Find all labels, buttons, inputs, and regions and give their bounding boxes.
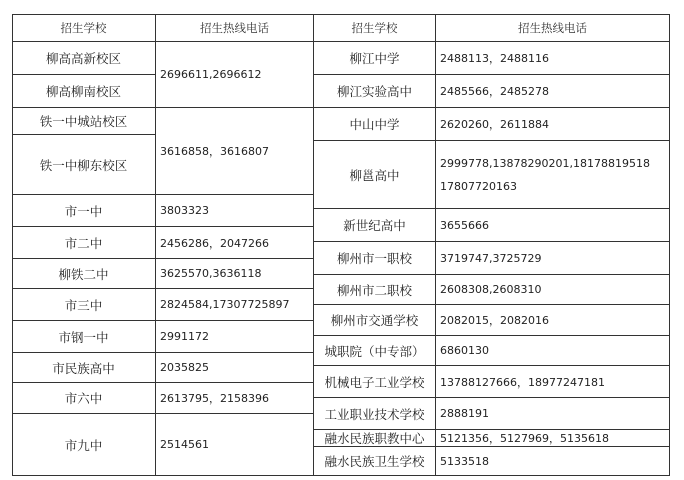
school-cell: 柳州市二职校 [314, 275, 436, 305]
phone-cell: 3625570,3636118 [156, 259, 314, 289]
school-cell: 中山中学 [314, 108, 436, 141]
school-cell: 柳州市交通学校 [314, 305, 436, 336]
school-cell: 城职院（中专部） [314, 336, 436, 366]
school-cell: 市三中 [12, 289, 156, 321]
phone-cell: 2991172 [156, 321, 314, 353]
phone-cell: 2620260，2611884 [436, 108, 670, 141]
phone-cell-multiline [436, 141, 670, 209]
phone-cell: 2488113，2488116 [436, 42, 670, 75]
phone-cell: 6860130 [436, 336, 670, 366]
phone-cell: 5133518 [436, 447, 670, 476]
school-cell: 柳江实验高中 [314, 75, 436, 108]
phone-cell: 2613795，2158396 [156, 383, 314, 414]
school-cell: 融水民族卫生学校 [314, 447, 436, 476]
phone-cell: 2514561 [156, 414, 314, 476]
phone-cell: 2608308,2608310 [436, 275, 670, 305]
phone-cell: 2696611,2696612 [156, 42, 314, 108]
school-cell: 市二中 [12, 227, 156, 259]
admissions-table [12, 14, 670, 476]
phone-cell: 5121356，5127969，5135618 [436, 430, 670, 447]
school-cell: 市民族高中 [12, 353, 156, 383]
school-cell: 柳江中学 [314, 42, 436, 75]
school-cell: 融水民族职教中心 [314, 430, 436, 447]
phone-cell: 3655666 [436, 209, 670, 242]
school-cell: 市钢一中 [12, 321, 156, 353]
header-phone-left: 招生热线电话 [156, 14, 314, 42]
school-cell: 柳高高新校区 [12, 42, 156, 75]
phone-cell: 3616858，3616807 [156, 108, 314, 195]
school-cell: 柳邕高中 [314, 141, 436, 209]
phone-cell: 2485566，2485278 [436, 75, 670, 108]
phone-cell: 3719747,3725729 [436, 242, 670, 275]
header-school-left: 招生学校 [12, 14, 156, 42]
school-cell: 柳州市一职校 [314, 242, 436, 275]
school-cell: 机械电子工业学校 [314, 366, 436, 398]
school-cell: 市九中 [12, 414, 156, 476]
phone-line: 17807720163 [440, 179, 517, 193]
phone-line: 2999778,13878290201,18178819518 [440, 156, 650, 170]
phone-cell: 2082015，2082016 [436, 305, 670, 336]
school-cell: 铁一中城站校区 [12, 108, 156, 135]
phone-cell: 2456286，2047266 [156, 227, 314, 259]
school-cell: 柳高柳南校区 [12, 75, 156, 108]
phone-cell: 2035825 [156, 353, 314, 383]
school-cell: 市六中 [12, 383, 156, 414]
phone-cell: 2888191 [436, 398, 670, 430]
phone-cell: 2824584,17307725897 [156, 289, 314, 321]
school-cell: 工业职业技术学校 [314, 398, 436, 430]
phone-cell: 13788127666，18977247181 [436, 366, 670, 398]
school-cell: 新世纪高中 [314, 209, 436, 242]
school-cell: 市一中 [12, 195, 156, 227]
phone-cell: 3803323 [156, 195, 314, 227]
header-phone-right: 招生热线电话 [436, 14, 670, 42]
header-school-right: 招生学校 [314, 14, 436, 42]
school-cell: 柳铁二中 [12, 259, 156, 289]
school-cell: 铁一中柳东校区 [12, 135, 156, 195]
